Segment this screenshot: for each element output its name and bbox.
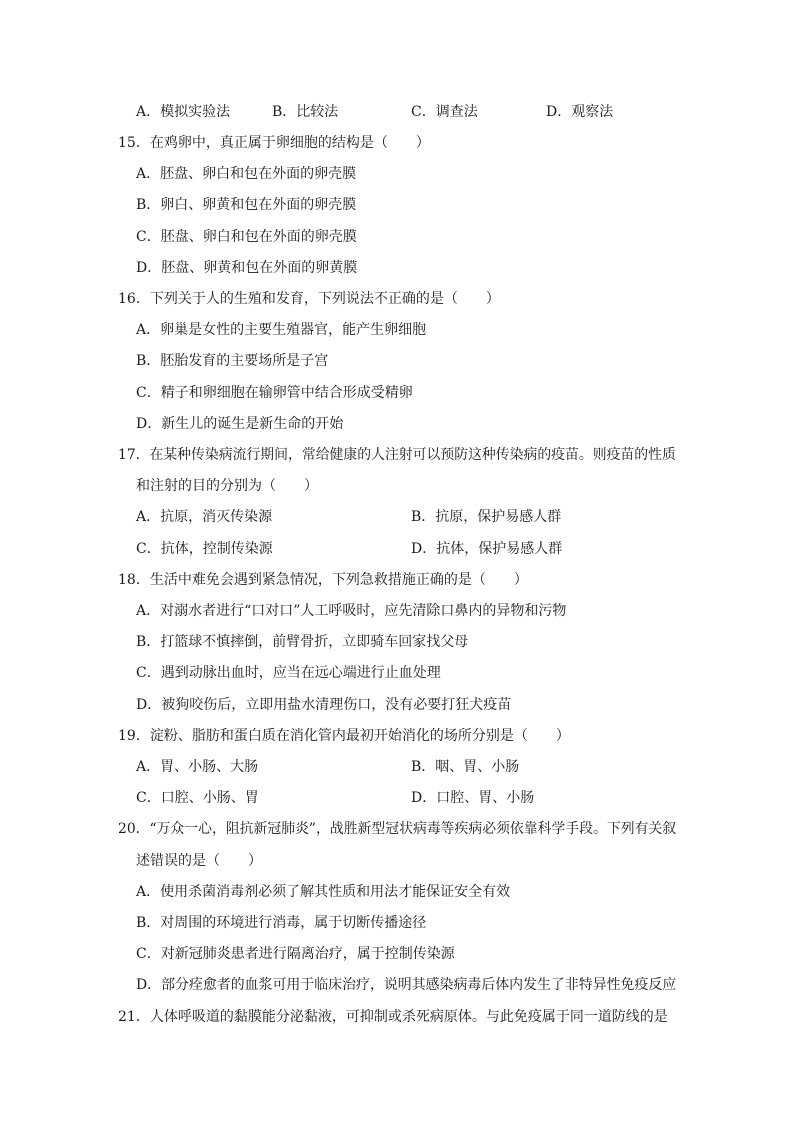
q16-option-b: B．胚胎发育的主要场所是子宫 (136, 353, 329, 369)
q15-option-c: C．胚盘、卵白和包在外面的卵壳膜 (136, 229, 357, 245)
q16-stem: 16．下列关于人的生殖和发育，下列说法不正确的是（ ） (118, 291, 500, 307)
q20-option-c: C．对新冠肺炎患者进行隔离治疗，属于控制传染源 (136, 946, 455, 962)
q16-option-d: D．新生儿的诞生是新生命的开始 (136, 416, 344, 432)
q18-option-c: C．遇到动脉出血时，应当在远心端进行止血处理 (136, 665, 441, 681)
q18-option-d: D．被狗咬伤后，立即用盐水清理伤口，没有必要打狂犬疫苗 (136, 697, 512, 713)
q19-stem: 19．淀粉、脂肪和蛋白质在消化管内最初开始消化的场所分别是（ ） (118, 728, 570, 744)
q18-stem: 18．生活中难免会遇到紧急情况，下列急救措施正确的是（ ） (118, 572, 528, 588)
q20-option-d: D．部分痊愈者的血浆可用于临床治疗，说明其感染病毒后体内发生了非特异性免疫反应 (136, 977, 677, 993)
q14-option-c: C．调查法 (411, 104, 478, 120)
q17-option-d: D．抗体，保护易感人群 (411, 541, 563, 557)
q20-option-a: A．使用杀菌消毒剂必须了解其性质和用法才能保证安全有效 (136, 884, 511, 900)
q17-option-c: C．抗体，控制传染源 (136, 541, 273, 557)
q17-stem-line1: 17．在某种传染病流行期间，常给健康的人注射可以预防这种传染病的疫苗。则疫苗的性质 (118, 447, 676, 463)
q17-stem-line2: 和注射的目的分别为（ ） (136, 478, 318, 494)
q17-option-b: B．抗原，保护易感人群 (411, 509, 562, 525)
q18-option-b: B．打篮球不慎摔倒，前臂骨折，立即骑车回家找父母 (136, 634, 469, 650)
q20-stem-line1: 20．“万众一心，阻抗新冠肺炎”，战胜新型冠状病毒等疾病必须依靠科学手段。下列有关叙 (118, 821, 677, 837)
q18-option-a: A．对溺水者进行“口对口”人工呼吸时，应先清除口鼻内的异物和污物 (136, 603, 567, 619)
q15-stem: 15．在鸡卵中，真正属于卵细胞的结构是（ ） (118, 135, 430, 151)
q19-option-c: C．口腔、小肠、胃 (136, 790, 259, 806)
q16-option-a: A．卵巢是女性的主要生殖器官，能产生卵细胞 (136, 322, 427, 338)
q19-option-b: B．咽、胃、小肠 (411, 759, 520, 775)
q15-option-a: A．胚盘、卵白和包在外面的卵壳膜 (136, 166, 357, 182)
q19-option-d: D．口腔、胃、小肠 (411, 790, 535, 806)
q17-option-a: A．抗原，消灭传染源 (136, 509, 273, 525)
q14-option-a: A．模拟实验法 (136, 104, 231, 120)
q15-option-b: B．卵白、卵黄和包在外面的卵壳膜 (136, 197, 357, 213)
q19-option-a: A．胃、小肠、大肠 (136, 759, 259, 775)
q21-stem: 21．人体呼吸道的黏膜能分泌黏液，可抑制或杀死病原体。与此免疫属于同一道防线的是 (118, 1009, 668, 1025)
q20-stem-line2: 述错误的是（ ） (136, 853, 262, 869)
q15-option-d: D．胚盘、卵黄和包在外面的卵黄膜 (136, 260, 358, 276)
q14-option-d: D．观察法 (546, 104, 614, 120)
q20-option-b: B．对周围的环境进行消毒，属于切断传播途径 (136, 915, 427, 931)
q14-option-b: B．比较法 (272, 104, 339, 120)
q16-option-c: C．精子和卵细胞在输卵管中结合形成受精卵 (136, 385, 413, 401)
